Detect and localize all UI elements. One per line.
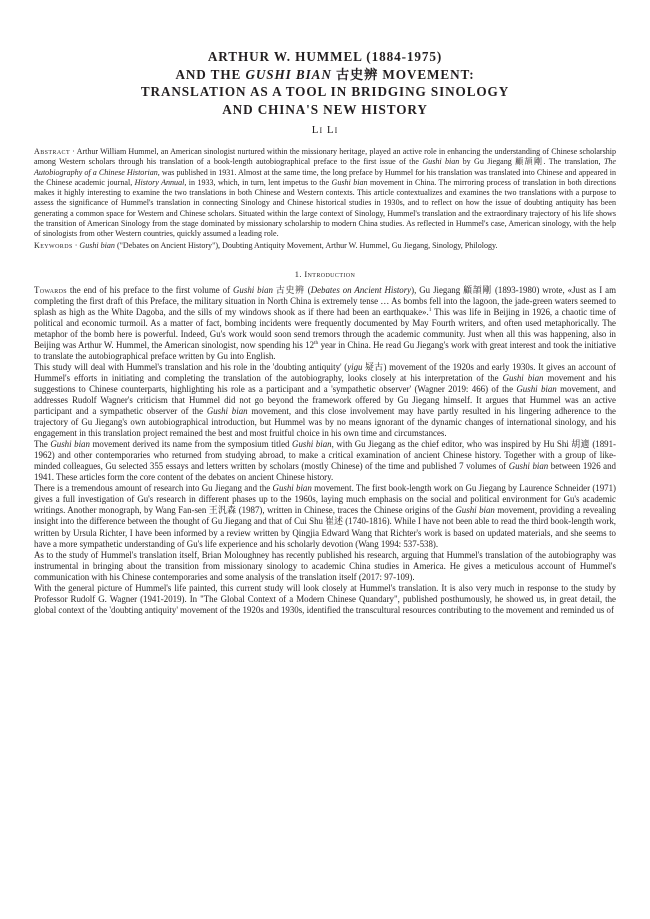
paragraph-4: There is a tremendous amount of research into Gu Jiegang and the Gushi bian movement. The first book-length work on Gu Jiegang by Laurence Schneider (1971) gives a full investigation of Gu's research in different phases up to the 1960s, laying much emphasis on the social and political environment for Gu's academic writings. Another monograph, by Wang Fan-sen 王汎森 (1987), written in Chinese, traces the Chinese origins of the Gushi bian movement, providing a revealing insight into the difference between the thought of Gu Jiegang and that of Cui Shu 崔述 (1740-1816). While I have not been able to read the third book-length work, written by Ursula Richter, I have been informed by a review written by Qingjia Edward Wang that Richter's work is based on updated materials, and she seems to have a more sympathetic understanding of Gu's life experience and his scholarly devotion (Wang 1994: 537-538). [34, 483, 616, 549]
article-body [34, 285, 616, 616]
title-line-4: AND CHINA'S NEW HISTORY [222, 101, 428, 117]
author-name: Li Li [311, 124, 339, 136]
title-line-3: TRANSLATION AS A TOOL IN BRIDGING SINOLOGY [140, 84, 510, 99]
footnote-marker[interactable]: 1 [428, 306, 432, 313]
keywords: Keywords · Gushi bian ("Debates on Ancient History"), Doubting Antiquity Movement, Arthur W. Hummel, Gu Jiegang, Sinology, Philology. [34, 241, 498, 251]
title-line-1: ARTHUR W. HUMMEL (1884-1975) [207, 49, 443, 64]
article-title [34, 48, 616, 118]
paragraph-2: This study will deal with Hummel's translation and his role in the 'doubting antiquity' (yigu 疑古) movement of the 1920s and early 1930s. It gives an account of Hummel's efforts in initiating and completing the translation of the autobiography, looks closely at his interpretation of the Gushi bian movement and his suggestions to Chinese counterparts, highlighting his role as a participant and a 'sympathetic observer' (Wagner 2019: 466) of the Gushi bian movement, and addresses Rudolf Wagner's criticism that Hummel did not go beyond the framework offered by Gu Jiegang himself. It argues that Hummel was an active participant and a sympathetic observer of the Gushi bian movement, and this close involvement may have partly resulted in his lingering adherence to the trajectory of Gu Jiegang's own autobiographical introduction, but Hummel was by no means ignorant of the dynamic changes of international sinology, and his engagement in this translation project remained the best and most fruitful choice in his own time and circumstances. [34, 361, 616, 439]
paragraph-5: As to the study of Hummel's translation itself, Brian Moloughney has recently published his research, arguing that Hummel's translation of the autobiography was instrumental in bringing about the transition from missionary sinology to academic China studies in America. He gives a meticulous account of Hummel's communication with his Chinese contemporaries and some analysis of the translation itself (2017: 97-109). [34, 549, 616, 582]
paragraph-1: Towards the end of his preface to the first volume of Gushi bian 古史辨 (Debates on Ancient History), Gu Jiegang 顧頡剛 (1893-1980) wrote, «Just as I am completing the first draft of this Preface, the military situation in North China is extremely tense … As bombs fell into the lagoon, the jade-green waters seemed to splash as high as the White Dagoba, and the sills of my windows shook as if there had been an earthquake».$^1$ This was life in Beijing in 1926, a chaotic time of political and economic turmoil. As a matter of fact, bombing incidents were frequently documented by May Fourth writers, and often used metaphorically. The metaphor of the bomb here is powerful. Indeed, Gu's work would soon send tremors through the academic community. Just when all this was happening, also in Beijing was Arthur W. Hummel, the American sinologist, now spending his 12th year in China. He read Gu Jiegang's work with great interest and took the initiative to translate the autobiographical preface written by Gu into English. [34, 284, 616, 361]
article-page [34, 48, 616, 616]
section-heading: 1. Introduction [294, 269, 356, 279]
paragraph-3: The Gushi bian movement derived its name from the symposium titled Gushi bian, with Gu Jiegang as the chief editor, who was inspired by Hu Shi 胡適 (1891-1962) and other contemporaries who returned from studying abroad, to make a critical examination of ancient Chinese history. Together with a group of like-minded colleagues, Gu selected 355 essays and letters written by scholars (mostly Chinese) of the time and published 7 volumes of Gushi bian between 1926 and 1941. These articles form the core content of the debates on ancient Chinese history. [34, 439, 616, 483]
title-line-2: AND THE GUSHI BIAN 古史辨 MOVEMENT: [175, 66, 475, 82]
abstract: Abstract · Arthur William Hummel, an American sinologist nurtured within the missionary heritage, played an active role in enhancing the understanding of Chinese scholarship among Western scholars through his translation of a book-length autobiographical preface to the first issue of the Gushi bian by Gu Jiegang 顧頡剛. The translation, The Autobiography of a Chinese Historian, was published in 1931. Almost at the same time, the long preface by Hummel for his translation was translated into Chinese and appeared in the Chinese academic journal, History Annual, in 1933, which, in turn, lent impetus to the Gushi bian movement in China. The mirroring process of translation in both directions makes it highly interesting to examine the two translations in both Chinese and Western contexts. This article contextualizes and examines the two translations with a purpose to assess the significance of Hummel's translation in connecting Sinology and Chinese historical studies in 1930s, and to reflect on how the issue of doubting antiquity has been generating a common space for Western and Chinese scholars. Situated within the large context of Sinology, Hummel's translation and the extraordinary trajectory of his life shows the transition of American Sinology from the stage dominated by missionary scholarship to modern China studies. As reflected in Hummel's case, American sinology, with the help of sinologists from other Western countries, quickly assumed a leading role. [34, 147, 617, 238]
paragraph-6: With the general picture of Hummel's life painted, this current study will look closely at Hummel's translation. It is also very much in response to the study by Professor Rudolf G. Wagner (1941-2019). In "The Global Context of a Modern Chinese Quandary", published posthumously, he showed us, in great detail, the global context of the 'doubting antiquity' movement of the 1920s and 1930s, identified the transcultural resources contributing to the movement and reminded us of [34, 582, 616, 615]
